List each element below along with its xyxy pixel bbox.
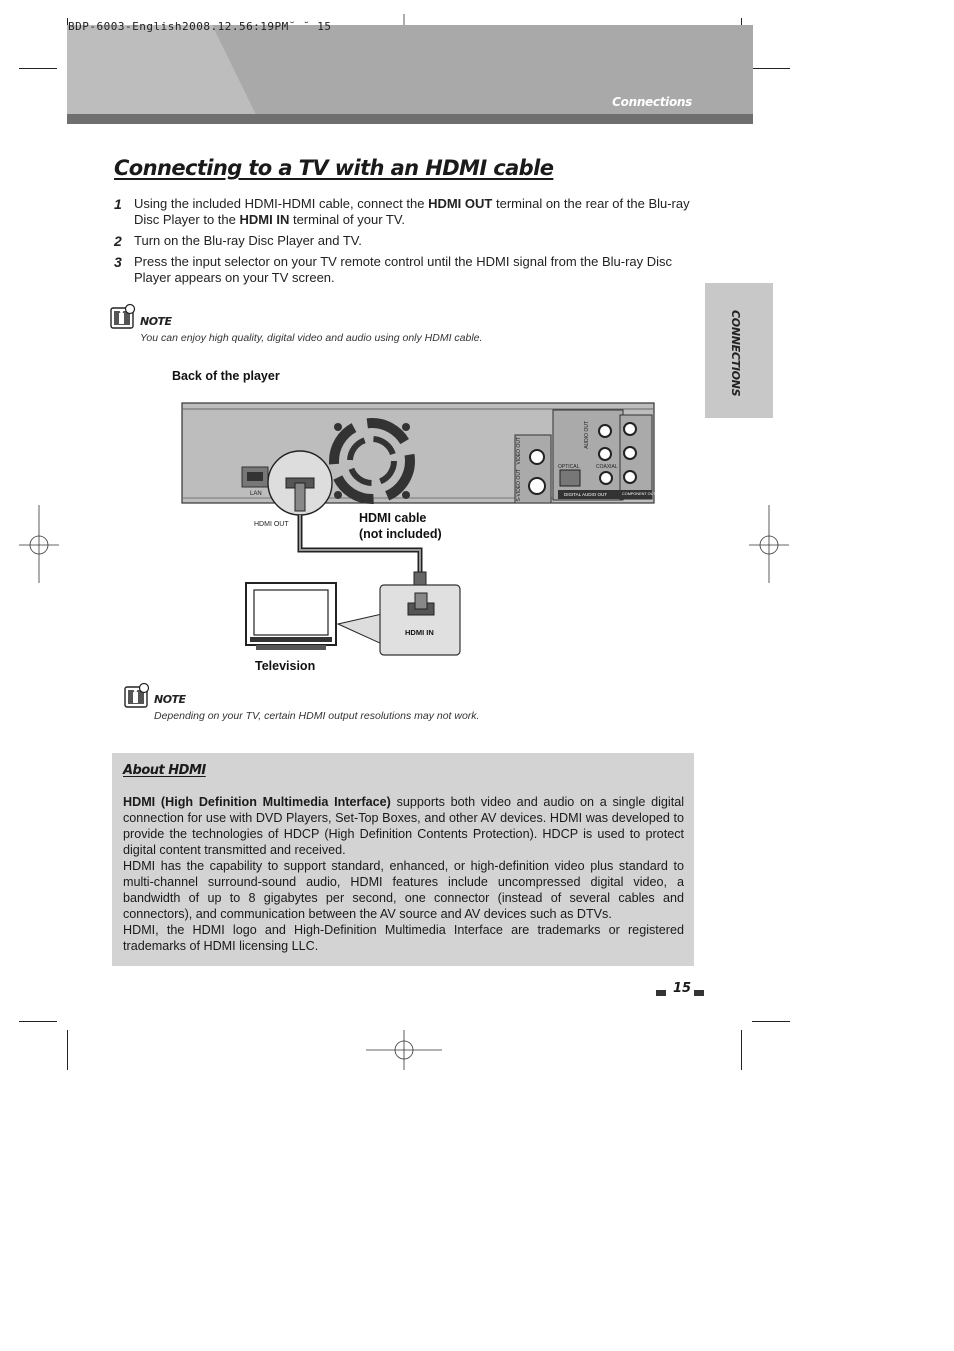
hdmi-out-label: HDMI OUT	[254, 521, 289, 528]
step-2	[114, 233, 704, 249]
side-tab	[705, 283, 773, 418]
step-bold: HDMI IN	[239, 212, 290, 227]
hdmi-cable-line2: (not included)	[359, 527, 442, 541]
optical-label: OPTICAL	[558, 464, 580, 470]
note-text: You can enjoy high quality, digital video and audio using only HDMI cable.	[140, 332, 483, 344]
step-1	[114, 196, 704, 228]
about-paragraph: HDMI, the HDMI logo and High-Definition Multimedia Interface are trademarks or registered trademarks of HDMI licensing LLC.	[123, 923, 684, 953]
about-hdmi-title: About HDMI	[123, 763, 206, 778]
hdmi-cable-label	[359, 510, 442, 542]
about-text: supports both video and audio on a single digital connection for use with DVD Players, Set-Top Boxes, and other AV devices. HDMI was developed to provide the technologies of HDCP (High Definition Contents Protection). HDCP is used to protect digital content transmitted and received.	[123, 795, 685, 857]
s-video-out-label: S-VIDEO OUT	[516, 469, 522, 502]
step-number: 2	[114, 233, 122, 249]
note-icon	[124, 682, 152, 708]
lan-label: LAN	[250, 491, 262, 497]
step-text: Press the input selector on your TV remote control until the HDMI signal from the Blu-ray Disc Player appears on your TV screen.	[134, 254, 673, 285]
step-text-part: Using the included HDMI-HDMI cable, connect the	[134, 196, 429, 211]
about-paragraph	[123, 794, 684, 858]
page-number-bar	[694, 990, 704, 996]
page-number-bar	[656, 990, 666, 996]
step-text: Turn on the Blu-ray Disc Player and TV.	[134, 233, 362, 248]
note-icon	[110, 303, 138, 329]
note-text: Depending on your TV, certain HDMI output resolutions may not work.	[154, 710, 480, 722]
about-hdmi-body	[123, 794, 684, 954]
step-number: 1	[114, 196, 122, 212]
about-paragraph: HDMI has the capability to support standard, enhanced, or high-definition video plus standard to multi-channel surround-sound audio, HDMI features include uncompressed digital video, a bandwidth of up to 8 gigabytes per second, one connector (instead of several cables and connectors), and communication between the AV source and AV devices such as DTVs.	[123, 859, 684, 921]
hdmi-cable-line1: HDMI cable	[359, 511, 427, 525]
header-strip	[67, 114, 753, 124]
hdmi-in-label: HDMI IN	[405, 628, 434, 637]
step-text	[134, 196, 704, 228]
audio-out-label: AUDIO OUT	[584, 421, 590, 449]
about-bold-term: HDMI (High Definition Multimedia Interface)	[123, 795, 391, 809]
about-hdmi-box	[112, 753, 694, 966]
video-out-label: VIDEO OUT	[516, 437, 522, 465]
note-label: NOTE	[154, 693, 186, 706]
page-number: 15	[673, 981, 692, 996]
section-label: Connections	[612, 95, 692, 109]
file-header: BDP-6003-English2008.12.56:19PM˘ ˘ 15	[68, 20, 332, 33]
television-label: Television	[255, 659, 316, 673]
note-label: NOTE	[140, 315, 172, 328]
step-text-part: terminal on the rear of the Blu-ray Disc Player to the	[134, 196, 690, 227]
step-bold: HDMI OUT	[428, 196, 493, 211]
side-tab-label: CONNECTIONS	[729, 310, 742, 397]
step-text-part: terminal of your TV.	[289, 212, 405, 227]
step-3	[114, 254, 704, 286]
connection-diagram	[160, 365, 680, 685]
digital-audio-out-label: DIGITAL AUDIO OUT	[564, 492, 608, 497]
page-title: Connecting to a TV with an HDMI cable	[114, 156, 554, 180]
component-out-label: COMPONENT OUT	[622, 492, 656, 496]
back-of-player-label: Back of the player	[172, 369, 280, 383]
step-number: 3	[114, 254, 122, 270]
coaxial-label: COAXIAL	[596, 464, 618, 470]
